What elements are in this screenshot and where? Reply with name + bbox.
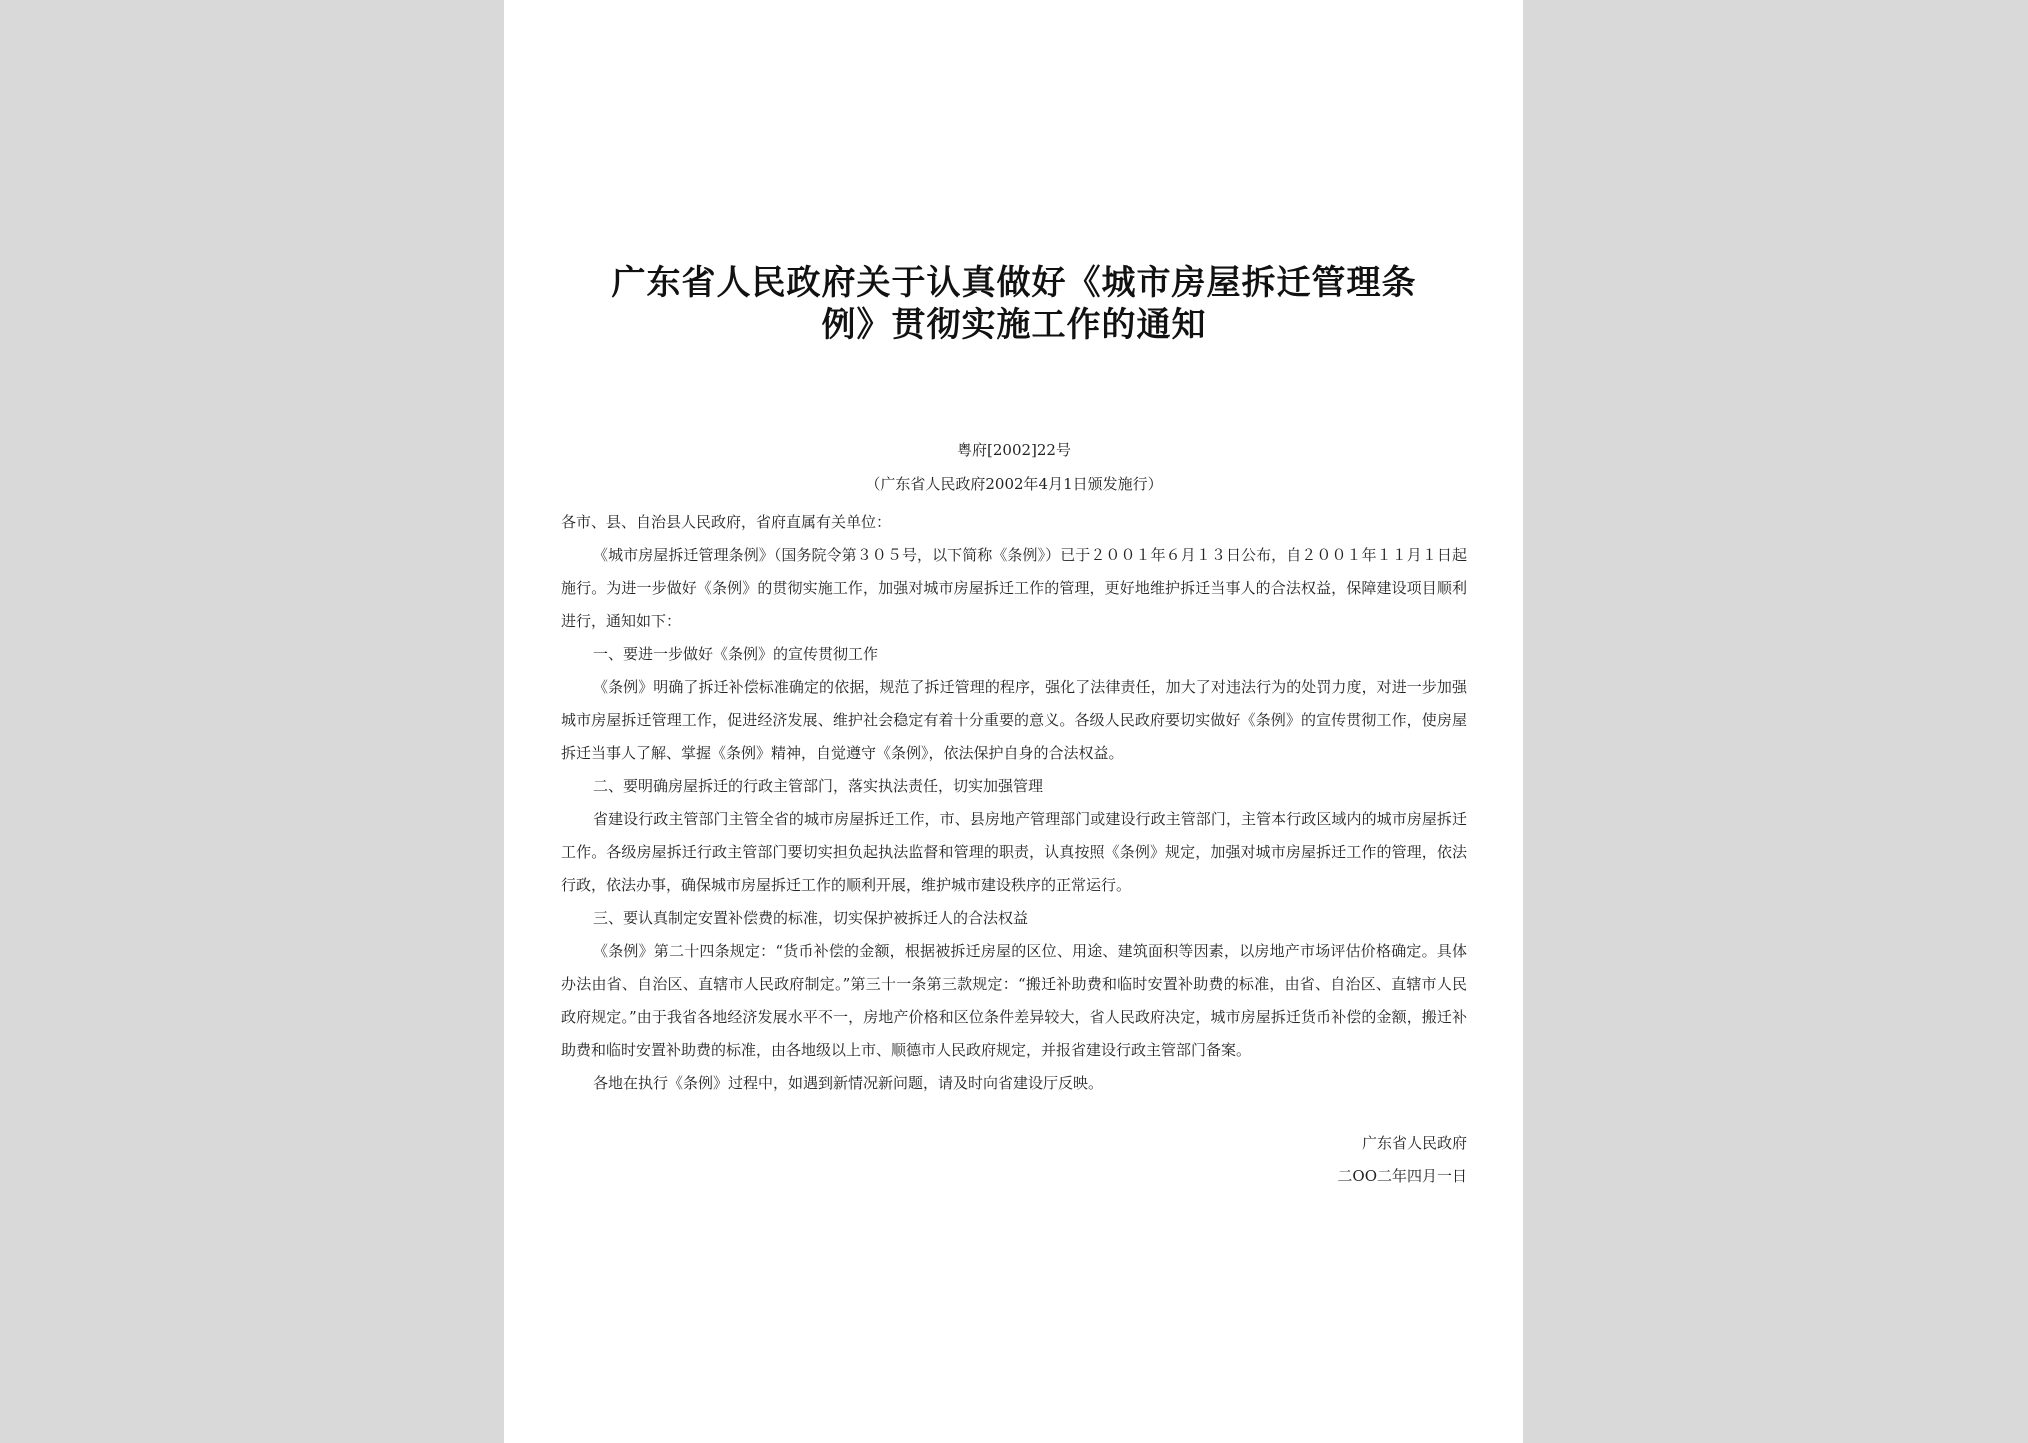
section-2-body: 省建设行政主管部门主管全省的城市房屋拆迁工作，市、县房地产管理部门或建设行政主管部门，主管本行政区域内的城市房屋拆迁工作。各级房屋拆迁行政主管部门要切实担负起执法监督和管理的职责，认真按照《条例》规定，加强对城市房屋拆迁工作的管理，依法行政，依法办事，确保城市房屋拆迁工作的顺利开展，维护城市建设秩序的正常运行。 bbox=[561, 810, 1467, 894]
intro-paragraph: 《城市房屋拆迁管理条例》（国务院令第３０５号，以下简称《条例》）已于２００１年６月１３日公布，自２００１年１１月１日起施行。为进一步做好《条例》的贯彻实施工作，加强对城市房屋拆迁工作的管理，更好地维护拆迁当事人的合法权益，保障建设项目顺利进行，通知如下： bbox=[561, 546, 1467, 630]
document-title bbox=[561, 262, 1467, 346]
document-number: 粤府[2002]22号 bbox=[957, 441, 1071, 459]
section-1-heading: 一、要进一步做好《条例》的宣传贯彻工作 bbox=[593, 645, 879, 663]
section-2-heading: 二、要明确房屋拆迁的行政主管部门，落实执法责任，切实加强管理 bbox=[593, 777, 1044, 795]
signature-organization: 广东省人民政府 bbox=[1361, 1134, 1467, 1152]
title-line-1: 广东省人民政府关于认真做好《城市房屋拆迁管理条 bbox=[611, 263, 1417, 303]
document-body bbox=[561, 506, 1467, 1100]
section-3-body: 《条例》第二十四条规定：“货币补偿的金额，根据被拆迁房屋的区位、用途、建筑面积等因素，以房地产市场评估价格确定。具体办法由省、自治区、直辖市人民政府制定。”第三十一条第三款规定：“搬迁补助费和临时安置补助费的标准，由省、自治区、直辖市人民政府规定。”由于我省各地经济发展水平不一，房地产价格和区位条件差异较大，省人民政府决定，城市房屋拆迁货币补偿的金额，搬迁补助费和临时安置补助费的标准，由各地级以上市、顺德市人民政府规定，并报省建设行政主管部门备案。 bbox=[561, 942, 1467, 1059]
title-line-2: 例》贯彻实施工作的通知 bbox=[821, 305, 1207, 345]
signature-date: 二ΟΟ二年四月一日 bbox=[1337, 1167, 1467, 1185]
closing-paragraph: 各地在执行《条例》过程中，如遇到新情况新问题，请及时向省建设厅反映。 bbox=[593, 1074, 1104, 1092]
salutation: 各市、县、自治县人民政府，省府直属有关单位： bbox=[561, 513, 892, 531]
issue-note: （广东省人民政府2002年4月1日颁发施行） bbox=[865, 475, 1163, 493]
document-page bbox=[504, 0, 1523, 1443]
section-3-heading: 三、要认真制定安置补偿费的标准，切实保护被拆迁人的合法权益 bbox=[593, 909, 1029, 927]
section-1-body: 《条例》明确了拆迁补偿标准确定的依据，规范了拆迁管理的程序，强化了法律责任，加大了对违法行为的处罚力度，对进一步加强城市房屋拆迁管理工作，促进经济发展、维护社会稳定有着十分重要的意义。各级人民政府要切实做好《条例》的宣传贯彻工作，使房屋拆迁当事人了解、掌握《条例》精神，自觉遵守《条例》，依法保护自身的合法权益。 bbox=[561, 678, 1467, 762]
